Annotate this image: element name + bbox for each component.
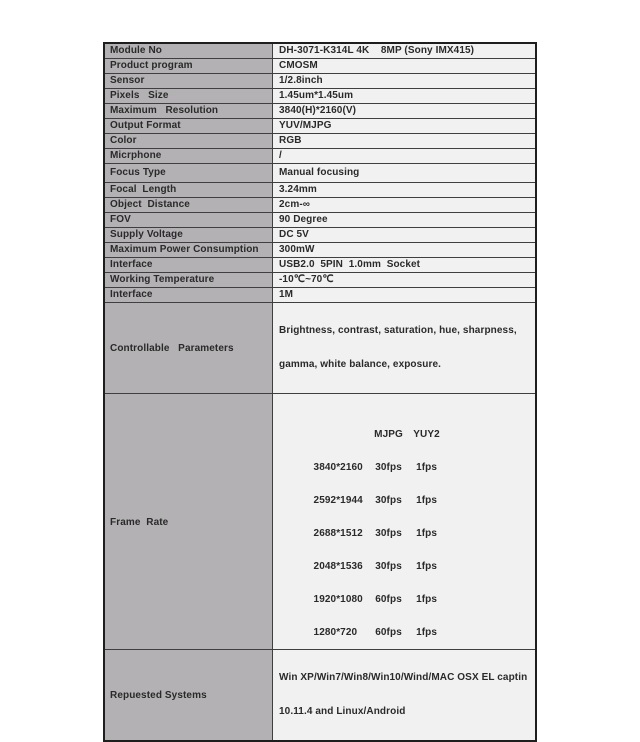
table-row [104, 257, 536, 272]
spec-label: Output Format [104, 118, 273, 133]
spec-label: Pixels Size [104, 88, 273, 103]
frame-rate-entry: 1920*1080 60fps 1fps [313, 593, 438, 605]
spec-value: Manual focusing [273, 163, 537, 182]
table-row [104, 272, 536, 287]
frame-rate-table [273, 393, 537, 649]
spec-label: FOV [104, 212, 273, 227]
table-row [104, 58, 536, 73]
spec-label: Color [104, 133, 273, 148]
frame-rate-entry: 1280*720 60fps 1fps [313, 626, 438, 638]
spec-value: 1.45um*1.45um [273, 88, 537, 103]
spec-label: Repuested Systems [104, 649, 273, 741]
spec-label: Module No [104, 43, 273, 58]
spec-label: Interface [104, 257, 273, 272]
spec-label: Working Temperature [104, 272, 273, 287]
frame-rate-entry: 2048*1536 30fps 1fps [313, 560, 438, 572]
spec-value: 3.24mm [273, 182, 537, 197]
table-row-controllable-parameters [104, 302, 536, 393]
spec-value: / [273, 148, 537, 163]
spec-label: Micrphone [104, 148, 273, 163]
table-row [104, 163, 536, 182]
table-row [104, 212, 536, 227]
controllable-line-1: Brightness, contrast, saturation, hue, sharpness, [279, 324, 517, 336]
spec-value: 300mW [273, 242, 537, 257]
spec-label: Focus Type [104, 163, 273, 182]
table-row [104, 242, 536, 257]
systems-line-1: Win XP/Win7/Win8/Win10/Wind/MAC OSX EL captin [279, 671, 528, 683]
spec-label: Interface [104, 287, 273, 302]
spec-value: USB2.0 5PIN 1.0mm Socket [273, 257, 537, 272]
table-row [104, 182, 536, 197]
spec-value: DH-3071-K314L 4K 8MP (Sony IMX415) [273, 43, 537, 58]
table-row-frame-rate [104, 393, 536, 649]
frame-rate-col-mjpg: MJPG [374, 428, 403, 440]
spec-value: DC 5V [273, 227, 537, 242]
spec-value: YUV/MJPG [273, 118, 537, 133]
spec-value: 1/2.8inch [273, 73, 537, 88]
spec-value: 90 Degree [273, 212, 537, 227]
spec-value: 1M [273, 287, 537, 302]
systems-line-2: 10.11.4 and Linux/Android [279, 705, 406, 717]
controllable-line-2: gamma, white balance, exposure. [279, 358, 442, 370]
table-row [104, 103, 536, 118]
spec-value: 3840(H)*2160(V) [273, 103, 537, 118]
spec-label: Product program [104, 58, 273, 73]
table-row [104, 88, 536, 103]
spec-label: Maximum Power Consumption [104, 242, 273, 257]
spec-label: Object Distance [104, 197, 273, 212]
table-row [104, 43, 536, 58]
spec-label: Supply Voltage [104, 227, 273, 242]
spec-value: RGB [273, 133, 537, 148]
spec-value: -10℃~70℃ [273, 272, 537, 287]
spec-label: Focal Length [104, 182, 273, 197]
table-row [104, 133, 536, 148]
spec-label: Sensor [104, 73, 273, 88]
frame-rate-entry: 2688*1512 30fps 1fps [313, 527, 438, 539]
frame-rate-entry: 3840*2160 30fps 1fps [313, 461, 438, 473]
spec-value: 2cm-∞ [273, 197, 537, 212]
spec-label: Controllable Parameters [104, 302, 273, 393]
frame-rate-entry: 2592*1944 30fps 1fps [313, 494, 438, 506]
table-row [104, 73, 536, 88]
table-row [104, 287, 536, 302]
spec-label: Maximum Resolution [104, 103, 273, 118]
frame-rate-header [279, 418, 533, 440]
table-row [104, 148, 536, 163]
table-row [104, 118, 536, 133]
spec-value [273, 302, 537, 393]
table-row-supported-systems [104, 649, 536, 741]
spec-value [273, 649, 537, 741]
frame-rate-col-yuy2: YUY2 [413, 428, 440, 440]
spec-label: Frame Rate [104, 393, 273, 649]
spec-value: CMOSM [273, 58, 537, 73]
table-row [104, 227, 536, 242]
table-row [104, 197, 536, 212]
spec-table [103, 42, 537, 742]
